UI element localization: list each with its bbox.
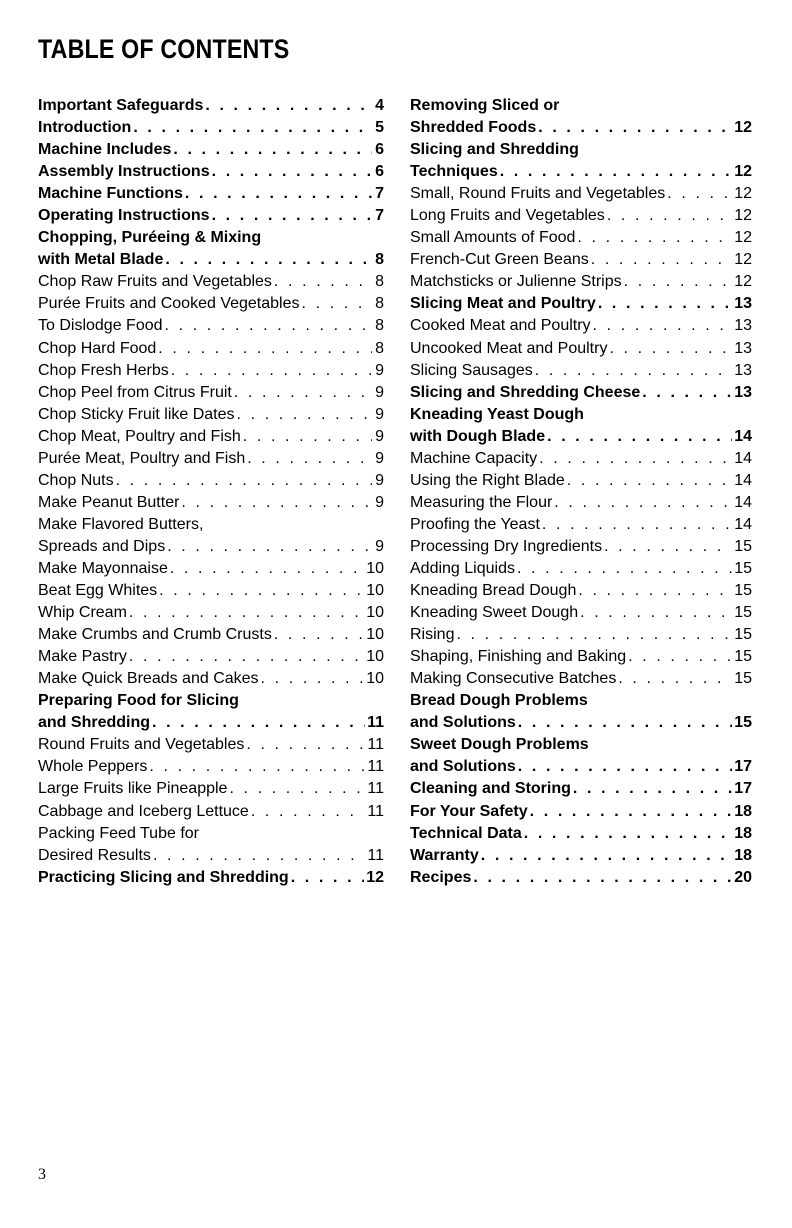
- toc-leader-dots: [517, 558, 732, 580]
- toc-entry-label: and Solutions: [410, 714, 516, 732]
- toc-entry-label: Kneading Yeast Dough: [410, 405, 584, 423]
- toc-entry: [38, 117, 384, 139]
- toc-leader-dots: [229, 778, 365, 800]
- toc-entry-label: with Dough Blade: [410, 427, 546, 445]
- toc-entry-label: Purée Fruits and Cooked Vegetables: [38, 295, 300, 313]
- toc-entry-page: 14: [734, 515, 752, 533]
- toc-entry-page: 6: [375, 163, 384, 181]
- toc-leader-dots: [624, 271, 733, 293]
- toc-entry: [38, 271, 384, 293]
- toc-entry-page: 10: [366, 604, 384, 622]
- toc-entry-label: Small Amounts of Food: [410, 229, 576, 247]
- toc-entry: [38, 756, 384, 778]
- toc-entry: [410, 514, 752, 536]
- toc-leader-dots: [642, 382, 732, 404]
- toc-leader-dots: [538, 117, 732, 139]
- toc-entry: [410, 95, 752, 117]
- toc-entry-page: 11: [367, 846, 384, 864]
- toc-entry-label: Processing Dry Ingredients: [410, 537, 603, 555]
- toc-entry: [410, 624, 752, 646]
- toc-entry: [410, 668, 752, 690]
- toc-entry-label: Chop Meat, Poultry and Fish: [38, 427, 241, 445]
- toc-entry-label: Whip Cream: [38, 604, 127, 622]
- toc-entry-label: Recipes: [410, 868, 472, 886]
- toc-entry: [410, 470, 752, 492]
- toc-leader-dots: [165, 249, 372, 271]
- toc-entry-label: Chop Peel from Citrus Fruit: [38, 383, 232, 401]
- toc-entry-label: Cooked Meat and Poultry: [410, 317, 591, 335]
- toc-entry-label: Chop Sticky Fruit like Dates: [38, 405, 235, 423]
- toc-entry-page: 8: [375, 273, 384, 291]
- toc-entry-label: Packing Feed Tube for: [38, 824, 199, 842]
- toc-entry-label: Kneading Bread Dough: [410, 582, 577, 600]
- toc-entry-page: 7: [375, 185, 384, 203]
- toc-entry-page: 13: [734, 361, 752, 379]
- toc-leader-dots: [205, 95, 372, 117]
- toc-entry-page: 9: [375, 361, 384, 379]
- toc-entry-page: 13: [734, 339, 752, 357]
- toc-leader-dots: [181, 492, 372, 514]
- toc-entry-page: 9: [375, 537, 384, 555]
- toc-entry: [38, 315, 384, 337]
- toc-leader-dots: [456, 624, 732, 646]
- toc-entry-label: Removing Sliced or: [410, 97, 560, 114]
- toc-entry-page: 9: [375, 471, 384, 489]
- toc-entry-page: 12: [734, 273, 752, 291]
- toc-entry-label: Making Consecutive Batches: [410, 670, 617, 688]
- toc-entry-page: 14: [734, 493, 752, 511]
- toc-entry-page: 18: [734, 846, 752, 864]
- toc-entry: [410, 867, 752, 889]
- toc-leader-dots: [473, 867, 732, 889]
- toc-entry-label: Warranty: [410, 846, 479, 864]
- toc-leader-dots: [578, 580, 732, 602]
- toc-leader-dots: [598, 293, 732, 315]
- toc-entry-label: Chop Hard Food: [38, 339, 157, 357]
- toc-entry-page: 15: [734, 582, 752, 600]
- toc-entry-page: 14: [734, 471, 752, 489]
- toc-leader-dots: [129, 602, 364, 624]
- toc-entry-page: 8: [375, 339, 384, 357]
- toc-entry: [38, 602, 384, 624]
- toc-entry-page: 10: [366, 626, 384, 644]
- toc-entry-label: and Shredding: [38, 714, 150, 732]
- toc-entry-page: 9: [375, 493, 384, 511]
- toc-leader-dots: [518, 756, 732, 778]
- toc-entry-page: 8: [375, 251, 384, 269]
- toc-entry-page: 7: [375, 207, 384, 225]
- toc-entry-label: Slicing and Shredding: [410, 141, 579, 159]
- toc-entry-label: Assembly Instructions: [38, 163, 210, 181]
- toc-entry: [410, 426, 752, 448]
- toc-entry: [38, 778, 384, 800]
- toc-entry: [38, 624, 384, 646]
- toc-entry-label: Rising: [410, 626, 455, 644]
- toc-entry: [38, 360, 384, 382]
- toc-entry-label: and Solutions: [410, 758, 516, 776]
- toc-entry: [38, 227, 384, 249]
- toc-entry-label: Matchsticks or Julienne Strips: [410, 273, 622, 291]
- toc-leader-dots: [567, 470, 732, 492]
- toc-entry-page: 10: [366, 648, 384, 666]
- toc-leader-dots: [628, 646, 732, 668]
- toc-entry-label: Cabbage and Iceberg Lettuce: [38, 802, 249, 820]
- toc-entry-page: 11: [367, 758, 384, 776]
- toc-entry-label: Introduction: [38, 119, 132, 137]
- toc-entry-label: Techniques: [410, 163, 498, 181]
- toc-entry-label: Make Pastry: [38, 648, 127, 666]
- toc-leader-dots: [149, 756, 365, 778]
- toc-entry: [410, 249, 752, 271]
- toc-leader-dots: [481, 845, 732, 867]
- toc-entry: [410, 448, 752, 470]
- toc-entry-label: Uncooked Meat and Poultry: [410, 339, 608, 357]
- toc-entry-label: Make Peanut Butter: [38, 493, 180, 511]
- toc-entry: [410, 580, 752, 602]
- toc-entry-label: Machine Functions: [38, 185, 183, 203]
- toc-entry-label: Long Fruits and Vegetables: [410, 207, 605, 225]
- toc-leader-dots: [547, 426, 732, 448]
- toc-entry-label: Chopping, Puréeing & Mixing: [38, 229, 262, 247]
- toc-entry-label: French-Cut Green Beans: [410, 251, 589, 269]
- toc-entry-page: 8: [375, 317, 384, 335]
- toc-leader-dots: [167, 536, 372, 558]
- toc-entry-label: Proofing the Yeast: [410, 515, 540, 533]
- toc-entry-label: Make Mayonnaise: [38, 559, 168, 577]
- toc-entry: [410, 161, 752, 183]
- toc-entry: [410, 734, 752, 756]
- toc-entry: [38, 426, 384, 448]
- toc-entry-page: 20: [734, 868, 752, 886]
- toc-entry: [410, 227, 752, 249]
- toc-entry-page: 12: [734, 185, 752, 203]
- toc-entry-page: 11: [367, 714, 384, 732]
- toc-entry-label: Purée Meat, Poultry and Fish: [38, 449, 246, 467]
- toc-entry-label: Chop Raw Fruits and Vegetables: [38, 273, 272, 291]
- toc-entry: [410, 183, 752, 205]
- page-number: 3: [38, 1166, 46, 1183]
- toc-entry-label: Slicing and Shredding Cheese: [410, 383, 641, 401]
- toc-entry: [410, 845, 752, 867]
- toc-entry: [410, 117, 752, 139]
- toc-entry: [410, 558, 752, 580]
- toc-entry-label: Make Quick Breads and Cakes: [38, 670, 259, 688]
- toc-leader-dots: [591, 249, 732, 271]
- toc-entry-label: Bread Dough Problems: [410, 692, 588, 710]
- toc-entry-page: 15: [734, 714, 752, 732]
- toc-entry: [38, 668, 384, 690]
- toc-entry-label: Adding Liquids: [410, 559, 515, 577]
- toc-entry: [410, 139, 752, 161]
- toc-entry: [410, 293, 752, 315]
- toc-leader-dots: [604, 536, 732, 558]
- toc-leader-dots: [133, 117, 372, 139]
- toc-entry: [38, 646, 384, 668]
- toc-leader-dots: [291, 867, 365, 889]
- toc-entry: [38, 249, 384, 271]
- toc-entry: [410, 315, 752, 337]
- toc-entry: [410, 690, 752, 712]
- toc-leader-dots: [554, 492, 732, 514]
- toc-entry: [38, 558, 384, 580]
- toc-entry-page: 15: [734, 670, 752, 688]
- toc-entry: [410, 646, 752, 668]
- toc-entry-page: 15: [734, 648, 752, 666]
- toc-leader-dots: [243, 426, 372, 448]
- toc-leader-dots: [165, 315, 372, 337]
- toc-entry: [38, 470, 384, 492]
- toc-leader-dots: [185, 183, 372, 205]
- toc-entry-page: 11: [367, 736, 384, 754]
- toc-entry-page: 15: [734, 537, 752, 555]
- toc-leader-dots: [542, 514, 732, 536]
- toc-entry: [410, 756, 752, 778]
- toc-entry-page: 15: [734, 604, 752, 622]
- toc-entry-label: Beat Egg Whites: [38, 582, 158, 600]
- toc-entry: [38, 382, 384, 404]
- toc-left-column: [38, 95, 384, 889]
- toc-entry-page: 8: [375, 295, 384, 313]
- toc-entry: [38, 293, 384, 315]
- toc-leader-dots: [667, 183, 732, 205]
- toc-leader-dots: [173, 139, 372, 161]
- toc-entry-page: 9: [375, 427, 384, 445]
- toc-leader-dots: [524, 823, 732, 845]
- toc-leader-dots: [153, 845, 365, 867]
- toc-leader-dots: [116, 470, 372, 492]
- toc-leader-dots: [159, 580, 364, 602]
- toc-entry-label: Slicing Meat and Poultry: [410, 295, 596, 313]
- toc-leader-dots: [212, 161, 372, 183]
- page-title: TABLE OF CONTENTS: [38, 34, 290, 64]
- toc-entry-page: 4: [375, 97, 384, 114]
- toc-leader-dots: [593, 315, 733, 337]
- toc-entry: [38, 690, 384, 712]
- toc-entry-page: 17: [734, 758, 752, 776]
- toc-entry-page: 15: [734, 626, 752, 644]
- toc-entry: [410, 778, 752, 800]
- toc-leader-dots: [247, 448, 372, 470]
- toc-entry: [38, 183, 384, 205]
- toc-leader-dots: [234, 382, 372, 404]
- toc-entry-page: 14: [734, 449, 752, 467]
- toc-leader-dots: [530, 801, 733, 823]
- toc-entry-label: Small, Round Fruits and Vegetables: [410, 185, 666, 203]
- toc-leader-dots: [261, 668, 365, 690]
- toc-entry-label: Desired Results: [38, 846, 151, 864]
- toc-entry-page: 12: [734, 229, 752, 247]
- toc-entry-label: Technical Data: [410, 824, 522, 842]
- toc-entry-label: Make Flavored Butters,: [38, 515, 204, 533]
- toc-entry-label: Round Fruits and Vegetables: [38, 736, 245, 754]
- toc-entry-page: 18: [734, 802, 752, 820]
- toc-entry-page: 18: [734, 824, 752, 842]
- toc-entry: [410, 338, 752, 360]
- toc-entry: [38, 536, 384, 558]
- toc-entry: [410, 602, 752, 624]
- toc-entry: [38, 139, 384, 161]
- toc-entry: [410, 492, 752, 514]
- toc-entry-label: Chop Nuts: [38, 471, 114, 489]
- toc-leader-dots: [129, 646, 364, 668]
- toc-entry-label: Preparing Food for Slicing: [38, 692, 239, 710]
- toc-leader-dots: [607, 205, 732, 227]
- toc-entry: [410, 404, 752, 426]
- toc-entry: [38, 448, 384, 470]
- toc-leader-dots: [500, 161, 732, 183]
- toc-entry-label: To Dislodge Food: [38, 317, 163, 335]
- toc-entry: [38, 161, 384, 183]
- toc-entry-page: 13: [734, 383, 752, 401]
- toc-leader-dots: [274, 624, 364, 646]
- toc-entry-label: Machine Capacity: [410, 449, 538, 467]
- toc-entry-label: Large Fruits like Pineapple: [38, 780, 228, 798]
- toc-entry: [410, 360, 752, 382]
- toc-entry: [410, 712, 752, 734]
- toc-entry-page: 13: [734, 317, 752, 335]
- toc-entry: [410, 823, 752, 845]
- toc-entry-label: Spreads and Dips: [38, 537, 166, 555]
- toc-leader-dots: [302, 293, 373, 315]
- toc-entry-page: 12: [734, 119, 752, 137]
- toc-entry: [38, 734, 384, 756]
- toc-entry-page: 9: [375, 383, 384, 401]
- toc-entry: [38, 404, 384, 426]
- toc-entry-label: Whole Peppers: [38, 758, 148, 776]
- toc-entry-page: 10: [366, 559, 384, 577]
- toc-right-column: [410, 95, 752, 889]
- toc-entry-label: For Your Safety: [410, 802, 528, 820]
- toc-entry: [410, 801, 752, 823]
- toc-entry: [38, 845, 384, 867]
- toc-entry: [38, 801, 384, 823]
- toc-entry: [38, 867, 384, 889]
- toc-entry-label: Operating Instructions: [38, 207, 210, 225]
- toc-entry-label: Make Crumbs and Crumb Crusts: [38, 626, 272, 644]
- toc-entry: [38, 712, 384, 734]
- toc-entry-page: 9: [375, 449, 384, 467]
- toc-entry: [38, 492, 384, 514]
- toc-leader-dots: [152, 712, 365, 734]
- toc-entry-label: Slicing Sausages: [410, 361, 533, 379]
- toc-entry-page: 12: [366, 868, 384, 886]
- toc-leader-dots: [251, 801, 366, 823]
- toc-entry-page: 11: [367, 802, 384, 820]
- toc-leader-dots: [539, 448, 732, 470]
- toc-entry-page: 12: [734, 163, 752, 181]
- toc-leader-dots: [170, 558, 364, 580]
- toc-entry: [410, 271, 752, 293]
- toc-entry: [410, 536, 752, 558]
- toc-entry-page: 9: [375, 405, 384, 423]
- toc-entry-page: 12: [734, 251, 752, 269]
- toc-leader-dots: [158, 338, 372, 360]
- toc-entry: [38, 580, 384, 602]
- toc-entry-page: 5: [375, 119, 384, 137]
- toc-entry-label: Kneading Sweet Dough: [410, 604, 579, 622]
- toc-entry: [38, 205, 384, 227]
- toc-entry-label: Cleaning and Storing: [410, 780, 571, 798]
- toc-leader-dots: [577, 227, 732, 249]
- toc-entry-page: 13: [734, 295, 752, 313]
- toc-entry-page: 12: [734, 207, 752, 225]
- toc-entry-label: Important Safeguards: [38, 97, 204, 114]
- toc-leader-dots: [580, 602, 732, 624]
- toc-entry-page: 6: [375, 141, 384, 159]
- toc-leader-dots: [573, 778, 732, 800]
- toc-leader-dots: [212, 205, 372, 227]
- toc-entry: [38, 514, 384, 536]
- toc-entry-label: Using the Right Blade: [410, 471, 565, 489]
- toc-leader-dots: [618, 668, 732, 690]
- toc-entry-page: 17: [734, 780, 752, 798]
- toc-entry-label: Measuring the Flour: [410, 493, 553, 511]
- toc-entry: [38, 823, 384, 845]
- toc-entry: [410, 382, 752, 404]
- toc-entry-page: 14: [734, 427, 752, 445]
- toc-entry-label: with Metal Blade: [38, 251, 164, 269]
- toc-leader-dots: [535, 360, 732, 382]
- toc-entry-label: Shredded Foods: [410, 119, 537, 137]
- toc-entry-label: Sweet Dough Problems: [410, 736, 589, 754]
- toc-leader-dots: [171, 360, 372, 382]
- toc-entry-page: 15: [734, 559, 752, 577]
- toc-entry: [410, 205, 752, 227]
- toc-leader-dots: [518, 712, 732, 734]
- toc-entry: [38, 95, 384, 117]
- toc-leader-dots: [274, 271, 372, 293]
- toc-leader-dots: [237, 404, 372, 426]
- toc-leader-dots: [246, 734, 365, 756]
- toc-leader-dots: [609, 338, 732, 360]
- toc-entry-page: 10: [366, 670, 384, 688]
- toc-entry-label: Shaping, Finishing and Baking: [410, 648, 627, 666]
- toc-entry-page: 10: [366, 582, 384, 600]
- toc-entry-label: Practicing Slicing and Shredding: [38, 868, 289, 886]
- toc-entry-label: Machine Includes: [38, 141, 172, 159]
- toc-entry: [38, 338, 384, 360]
- toc-entry-page: 11: [367, 780, 384, 798]
- toc-entry-label: Chop Fresh Herbs: [38, 361, 169, 379]
